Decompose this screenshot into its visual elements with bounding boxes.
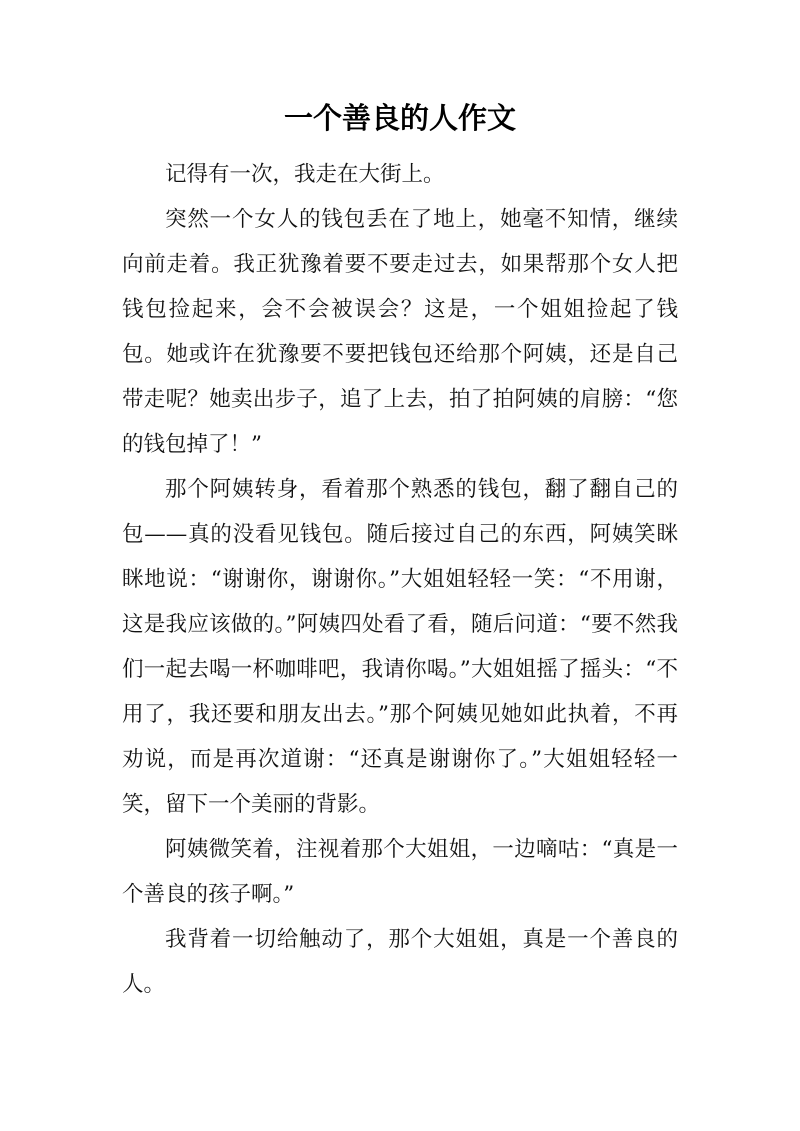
paragraph-2: 突然一个女人的钱包丢在了地上，她毫不知情，继续向前走着。我正犹豫着要不要走过去，如果帮那个女人把钱包捡起来，会不会被误会？这是，一个姐姐捡起了钱包。她或许在犹豫要不要把钱包还给那个阿姨，还是自己带走呢？她卖出步子，追了上去，拍了拍阿姨的肩膀：“您的钱包掉了！” <box>122 207 678 457</box>
paragraph-1: 记得有一次，我走在大街上。 <box>165 162 445 187</box>
paragraph-4: 阿姨微笑着，注视着那个大姐姐，一边嘀咕：“真是一个善良的孩子啊。” <box>122 837 678 907</box>
document-title: 一个善良的人作文 <box>283 101 516 135</box>
document-body <box>122 152 678 1007</box>
paragraph-5: 我背着一切给触动了，那个大姐姐，真是一个善良的人。 <box>122 927 678 997</box>
paragraph-3: 那个阿姨转身，看着那个熟悉的钱包，翻了翻自己的包——真的没看见钱包。随后接过自己的东西，阿姨笑眯眯地说：“谢谢你，谢谢你。”大姐姐轻轻一笑：“不用谢，这是我应该做的。”阿姨四处看了看，随后问道：“要不然我们一起去喝一杯咖啡吧，我请你喝。”大姐姐摇了摇头：“不用了，我还要和朋友出去。”那个阿姨见她如此执着，不再劝说，而是再次道谢：“还真是谢谢你了。”大姐姐轻轻一笑，留下一个美丽的背影。 <box>122 477 678 817</box>
